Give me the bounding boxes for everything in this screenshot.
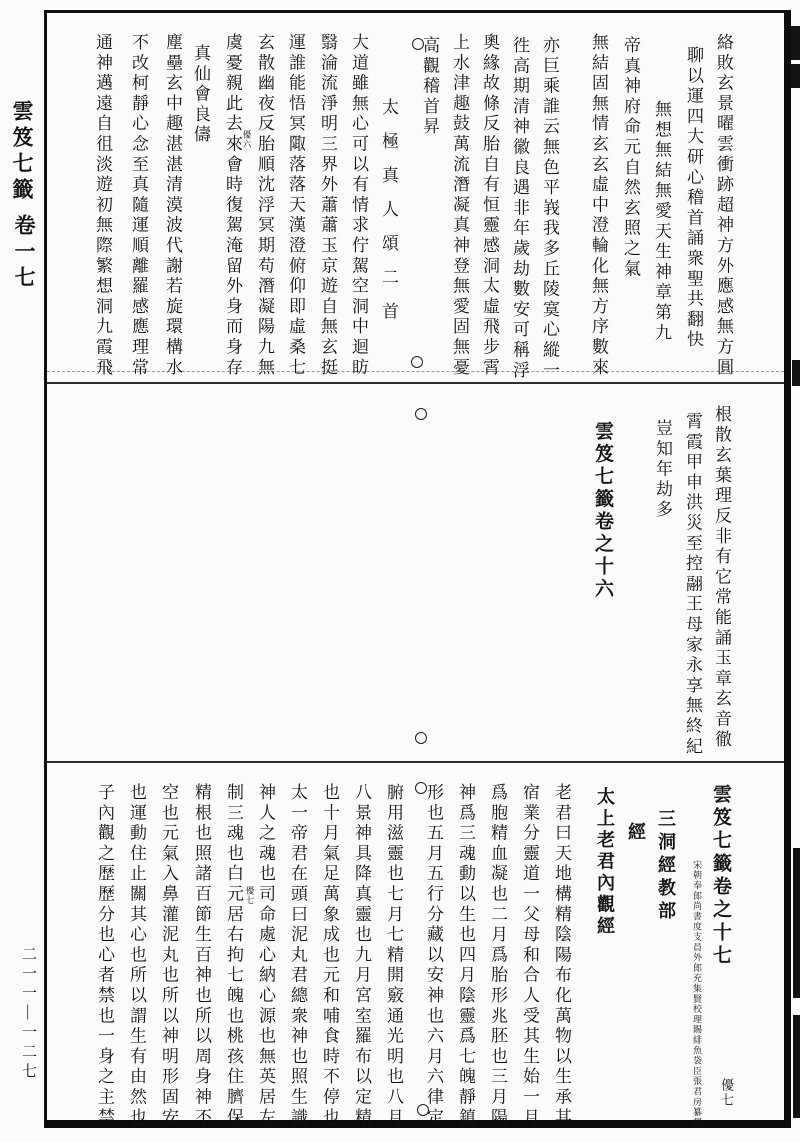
verse-column: 上水津趣鼓萬流潛凝真神登無愛固無憂 [450,33,469,379]
verse-column: 聊以運四大研心稽首誦衆聖共翻快 [684,46,703,351]
verse-column: 虞憂親此去來會時復駕淹留外身而身存 [223,33,242,379]
scan-smudge [791,26,800,60]
scripture-column: 制三魂也白元居右拘七魄也桃孩住臍保 [224,783,243,1129]
scripture-column: 神爲三魂動以生也四月陰靈爲七魄靜鎮 [456,783,475,1129]
scripture-column: 也運動住止關其心也所以謂生有由然也 [127,783,146,1129]
folio-marker: 優六 [242,130,252,149]
section-divider-bottom [47,761,784,763]
verse-column: 徃高期清神徽良遇非年歲劫數安可稱浮 [510,36,529,382]
verse-column: 塵壘玄中趣湛湛清漠波代謝若旋環構水 [163,33,182,379]
scripture-column: 形也五月五行分藏以安神也六月六律定 [424,783,443,1129]
verse-column: 通神邁遠自徂淡遊初無際繁想洞九霞飛 [93,33,112,379]
verse-column: 無結固無情玄玄虛中澄輪化無方序數來 [589,33,608,379]
verse-column: 霄霞甲申洪災至控翮王母家永享無終紀 [683,412,702,758]
chapter-end-title: 雲笈七籤卷之十六 [592,421,613,601]
folio-marker: 優七 [719,1078,734,1108]
scripture-column: 腑用滋靈也七月七精開竅通光明也八月 [384,783,403,1129]
part-heading: 三洞經教部 [656,809,676,924]
verse-column: 大道雖無心可以有情求佇駕空洞中迴眆 [349,33,368,379]
verse-column: 豈知年劫多 [653,419,672,521]
separator-circle-icon [415,408,427,420]
section-divider-top [47,382,784,384]
folio-marker: 優七 [245,886,255,905]
scripture-column: 也十月氣足萬象成也元和哺食時不停也 [320,783,339,1129]
scan-smudge [793,1015,800,1118]
poem-title-column: 太極真人頌二首 [379,98,398,336]
scripture-column: 精根也照諸百節生百神也所以周身神不 [192,783,211,1129]
verse-column: 絡敗玄景曜雲衝跡超神方外應感無方圓 [714,33,733,379]
scripture-column: 太一帝君在頭曰泥丸君總衆神也照生識 [288,783,307,1129]
scripture-column: 老君曰天地構精陰陽布化萬物以生承其 [552,783,571,1129]
scan-artifact-dashed-line [47,371,784,372]
scripture-title: 太上老君內觀經 [595,787,615,938]
page-number: 二一一―一二七 [20,946,36,1083]
scan-smudge [792,360,800,386]
scripture-column: 神人之魂也司命處心納心源也無英居左 [256,783,275,1129]
verse-column: 帝真神府命元自然玄照之氣 [621,36,640,280]
verse-column: 玄散幽夜反胎順沈浮冥期苟潛凝陽九無 [255,33,274,379]
scan-smudge [791,64,800,88]
verse-column: 亦巨乘誰云無色平峩我多丘陵寞心縱一 [540,36,559,382]
verse-column: 不改柯靜心念至真隨運順離羅感應理常 [129,33,148,379]
verse-column: 運誰能悟冥陬落落天漢澄俯仰即虛桑七 [286,33,305,379]
spine-volume: 卷一七 [12,214,36,292]
verse-column: 翳淪流淨明三界外蕭蕭玉京遊自無玄挺 [318,33,337,379]
verse-column: 高觀稽首昇 [420,36,439,138]
scan-smudge [793,848,800,998]
verse-column: 根散玄葉理反非有它常能誦玉章玄音徹 [712,405,731,751]
scripture-column: 宿業分靈道一父母和合人受其生始一月 [520,783,539,1129]
separator-circle-icon [411,356,423,368]
scripture-column: 爲胞精血凝也二月爲胎形兆胚也三月陽 [488,783,507,1129]
verse-column: 無想無結無愛天生神章第九 [652,100,671,344]
spine-title: 雲笈七籤 [10,100,34,204]
verse-column: 奧緣故條反胎自有恒靈感洞太虛飛步霄 [480,33,499,379]
compiler-attribution: 宋朝奉郎尚書度支員外郎充集賢校理賜緋魚袋臣張君房纂輯 [692,860,702,1128]
verse-column: 真仙會良儔 [191,44,210,146]
scripture-column: 空也元氣入鼻灌泥丸也所以神明形固安 [159,783,178,1129]
scripture-column: 子內觀之歷歷分也心者禁也一身之主禁 [95,783,114,1129]
canon-class-heading: 經 [626,822,646,845]
separator-circle-icon [415,732,427,744]
chapter-title: 雲笈七籤卷之十七 [710,784,731,968]
scripture-column: 八景神具降真靈也九月宮室羅布以定精 [352,783,371,1129]
